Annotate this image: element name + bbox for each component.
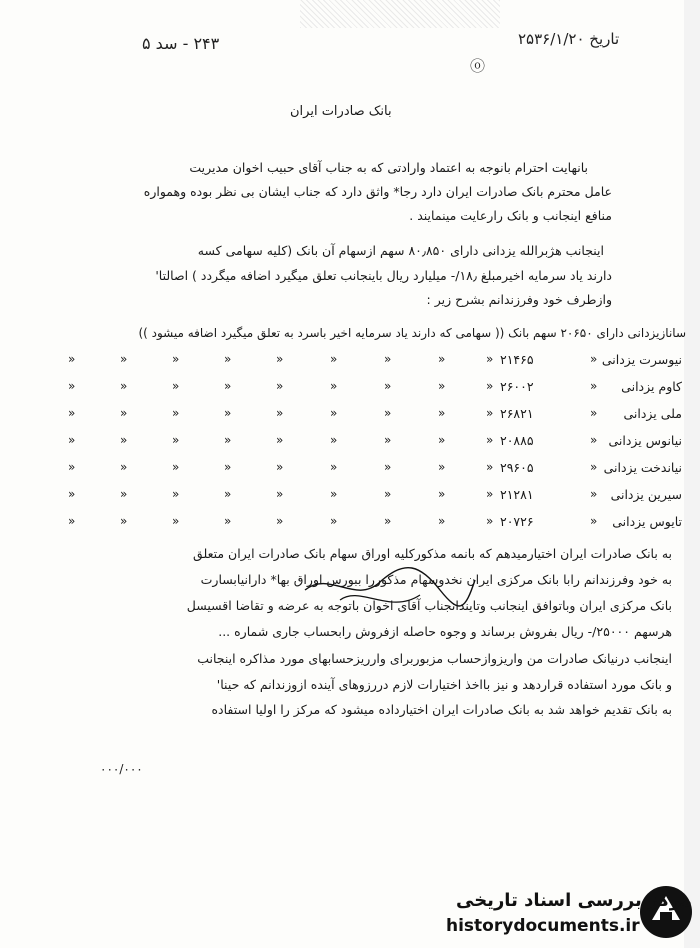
- ditto-mark: »: [486, 433, 494, 447]
- ditto-mark: »: [590, 514, 598, 528]
- share-name: تایوس یزدانی: [612, 514, 682, 529]
- ditto-mark: »: [224, 406, 232, 420]
- ditto-mark: »: [172, 460, 180, 474]
- ditto-mark: »: [486, 487, 494, 501]
- ditto-mark: »: [590, 487, 598, 501]
- ditto-mark: »: [276, 460, 284, 474]
- para2-line2: دارند یاد سرمایه اخیرمبلغ ۱۸٫/- میلیارد ریال باینجانب تعلق میگیرد اضافه میگردد ) اصالتا': [155, 268, 612, 283]
- share-amount: ۲۰۷۲۶: [500, 514, 534, 529]
- share-amount: ۲۶۰۰۲: [500, 379, 534, 394]
- share-name: کاوم یزدانی: [621, 379, 682, 394]
- para1-line3: منافع اینجانب و بانک رارعایت مینمایند .: [409, 208, 612, 223]
- ditto-mark: »: [438, 379, 446, 393]
- ditto-mark: »: [120, 460, 128, 474]
- share-amount: ۲۰۸۸۵: [500, 433, 534, 448]
- ditto-mark: »: [330, 379, 338, 393]
- share-name: ملی یزدانی: [623, 406, 682, 421]
- ditto-mark: »: [590, 460, 598, 474]
- share-amount: ۲۶۸۲۱: [500, 406, 534, 421]
- ditto-mark: »: [276, 406, 284, 420]
- header-date: تاریخ ۲۵۳۶/۱/۲۰: [518, 30, 620, 48]
- ditto-mark: »: [68, 406, 76, 420]
- ditto-mark: »: [172, 514, 180, 528]
- para1-line1: بانهایت احترام بانوجه به اعتماد وارادتی که به جناب آقای حبیب اخوان مدیریت: [189, 160, 588, 175]
- ditto-mark: »: [384, 487, 392, 501]
- ditto-mark: »: [486, 352, 494, 366]
- ditto-mark: »: [590, 379, 598, 393]
- ditto-mark: »: [276, 487, 284, 501]
- ditto-mark: »: [330, 352, 338, 366]
- ditto-mark: »: [224, 379, 232, 393]
- share-name: نیاندخت یزدانی: [603, 460, 682, 475]
- share-amount: ۲۹۶۰۵: [500, 460, 534, 475]
- header-circle-mark: ⓞ: [470, 57, 486, 75]
- ditto-mark: »: [68, 352, 76, 366]
- ditto-mark: »: [330, 406, 338, 420]
- ditto-mark: »: [68, 487, 76, 501]
- ditto-mark: »: [276, 379, 284, 393]
- ditto-mark: »: [120, 406, 128, 420]
- ditto-mark: »: [276, 352, 284, 366]
- para1-line2: عامل محترم بانک صادرات ایران دارد رجا* واثق دارد که جناب ایشان بی نظر بوده وهمواره: [143, 184, 612, 199]
- ditto-mark: »: [172, 406, 180, 420]
- ditto-mark: »: [486, 406, 494, 420]
- ditto-mark: »: [330, 433, 338, 447]
- share-amount: ۲۱۴۶۵: [500, 352, 534, 367]
- ditto-mark: »: [486, 379, 494, 393]
- letter-heading: بانک صادرات ایران: [290, 104, 392, 119]
- ditto-mark: »: [68, 514, 76, 528]
- share-name: نیوسرت یزدانی: [601, 352, 682, 367]
- ditto-mark: »: [120, 514, 128, 528]
- para3-line6: و بانک مورد استفاده قراردهد و نیز بااخذ اختیارات لازم دررزوهای آینده ازوزندانم که حینا': [216, 677, 672, 692]
- ditto-mark: »: [120, 379, 128, 393]
- share-name: نیانوس یزدانی: [608, 433, 682, 448]
- share-name: سیرین یزدانی: [610, 487, 682, 502]
- ditto-mark: »: [224, 433, 232, 447]
- watermark-url: historydocuments.ir: [446, 916, 640, 936]
- para2-line3: وازطرف خود وفرزندانم بشرح زیر :: [426, 292, 612, 307]
- ditto-mark: »: [276, 433, 284, 447]
- ditto-mark: »: [438, 514, 446, 528]
- ditto-mark: »: [120, 433, 128, 447]
- para3-line1: به بانک صادرات ایران اختیارمیدهم که بانمه مذکورکلیه اوراق سهام بانک صادرات ایران متعلق: [193, 546, 672, 561]
- ditto-mark: »: [384, 352, 392, 366]
- ditto-mark: »: [330, 514, 338, 528]
- ditto-mark: »: [438, 487, 446, 501]
- watermark-title: مرکز بررسی اسناد تاریخی: [456, 890, 693, 911]
- ditto-mark: »: [384, 460, 392, 474]
- ditto-mark: »: [120, 487, 128, 501]
- share-amount: ۲۱۲۸۱: [500, 487, 534, 502]
- para2-line1: اینجانب هژبرالله یزدانی دارای ۸۰٫۸۵۰ سهم ازسهام آن بانک (کلیه سهامی کسه: [197, 243, 604, 258]
- para3-line5: اینجانب درنیانک صادرات من واریزوازحساب مزبوربرای وارریزحسابهای مورد مذاکره اینجانب: [197, 651, 672, 666]
- ditto-mark: »: [384, 433, 392, 447]
- ditto-mark: »: [172, 433, 180, 447]
- ditto-mark: »: [590, 433, 598, 447]
- ditto-mark: »: [224, 487, 232, 501]
- ditto-mark: »: [438, 433, 446, 447]
- footer-number: ۰۰۰/۰۰۰: [100, 762, 143, 776]
- ditto-mark: »: [224, 352, 232, 366]
- ditto-mark: »: [330, 487, 338, 501]
- scan-edge: [684, 0, 700, 948]
- ditto-mark: »: [120, 352, 128, 366]
- ditto-mark: »: [68, 433, 76, 447]
- ditto-mark: »: [384, 379, 392, 393]
- ditto-mark: »: [224, 460, 232, 474]
- scan-noise: [300, 0, 500, 28]
- ditto-mark: »: [172, 379, 180, 393]
- ditto-mark: »: [384, 514, 392, 528]
- ditto-mark: »: [68, 379, 76, 393]
- ditto-mark: »: [438, 352, 446, 366]
- ditto-mark: »: [276, 514, 284, 528]
- ditto-mark: »: [438, 406, 446, 420]
- para3-line2: به خود وفرزندانم رابا بانک مرکزی ایران نخدوسهام مذکوررا ببورس اوراق بها* دارانیابسارت: [200, 572, 672, 587]
- ditto-mark: »: [486, 514, 494, 528]
- para3-line7: به بانک تقدیم خواهد شد به بانک صادرات ایران اختیارداده میشود که مرکز را اولیا استفاده: [211, 702, 672, 717]
- shares-intro: سانازیزدانی دارای ۲۰۶۵۰ سهم بانک (( سهامی که دارند یاد سرمایه اخیر باسرد به تعلق میگیرد اضافه میشود )): [138, 326, 686, 340]
- ditto-mark: »: [68, 460, 76, 474]
- ditto-mark: »: [590, 406, 598, 420]
- signature-scribble: [300, 560, 480, 620]
- para3-line4: هرسهم ۲۵۰۰۰/- ریال بفروش برساند و وجوه حاصله ازفروش رابحساب جاری شماره ...: [218, 624, 672, 639]
- para3-line3: بانک مرکزی ایران وباتوافق اینجانب وتایندانجناب آقای اخوان باتوجه به عرضه و تقاضا اقسیسل: [186, 598, 672, 613]
- ditto-mark: »: [438, 460, 446, 474]
- header-number: ۲۴۳ - سد ۵: [142, 34, 220, 53]
- ditto-mark: »: [172, 487, 180, 501]
- ditto-mark: »: [330, 460, 338, 474]
- ditto-mark: »: [590, 352, 598, 366]
- ditto-mark: »: [172, 352, 180, 366]
- ditto-mark: »: [224, 514, 232, 528]
- ditto-mark: »: [486, 460, 494, 474]
- ditto-mark: »: [384, 406, 392, 420]
